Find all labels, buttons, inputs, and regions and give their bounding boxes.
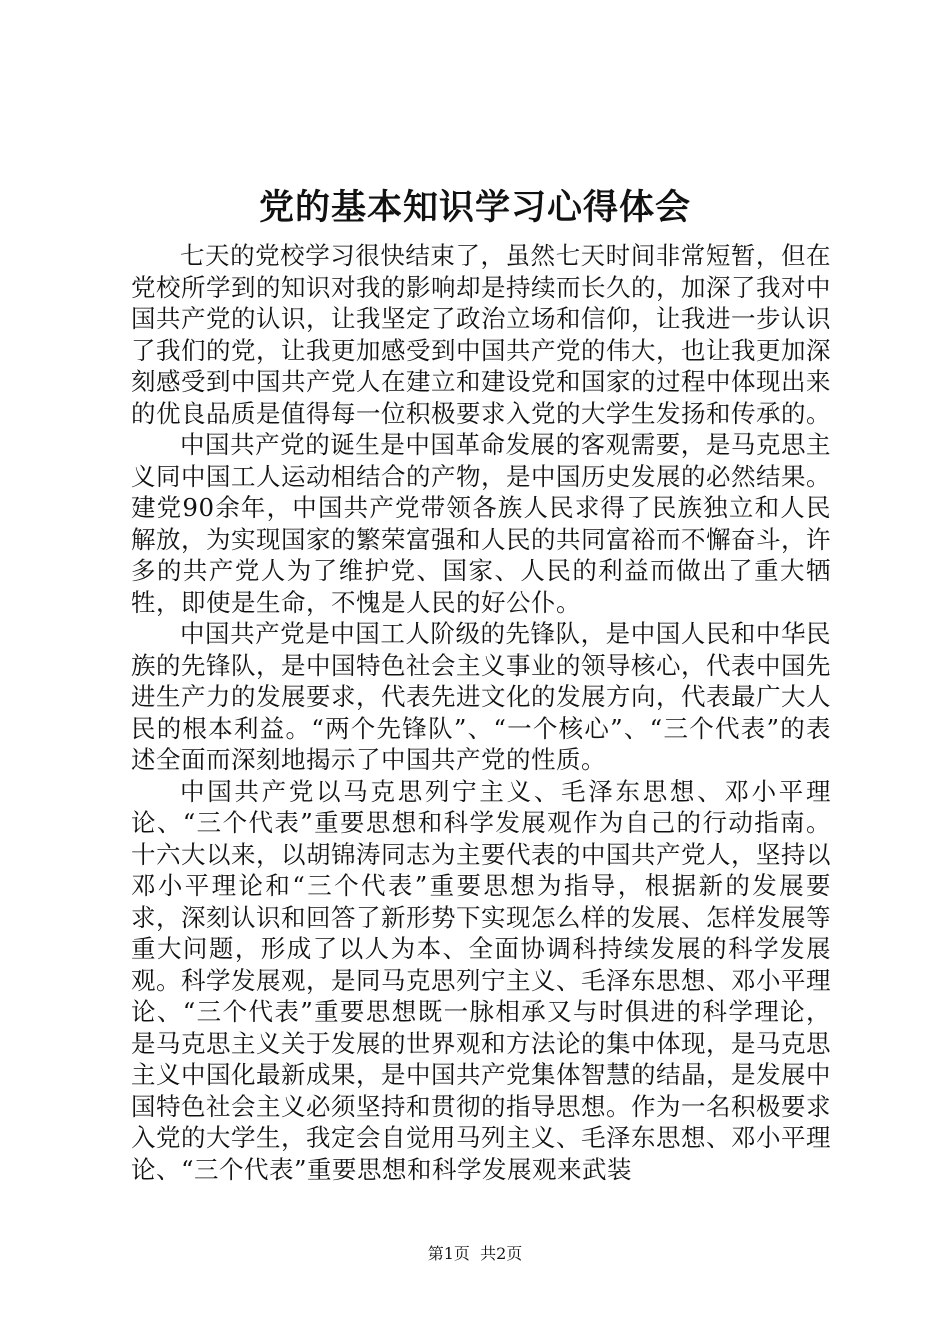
document-title: 党的基本知识学习心得体会 [258, 187, 691, 228]
paragraph-1: 七天的党校学习很快结束了，虽然七天时间非常短暂，但在党校所学到的知识对我的影响却是持续而长久的，加深了我对中国共产党的认识，让我坚定了政治立场和信仰，让我进一步认识了我们的党，让我更加感受到中国共产党的伟大，也让我更加深刻感受到中国共产党人在建立和建设党和国家的过程中体现出来的优良品质是值得每一位积极要求入党的大学生发扬和传承的。 [131, 241, 831, 428]
paragraph-2: 中国共产党的诞生是中国革命发展的客观需要，是马克思主义同中国工人运动相结合的产物，是中国历史发展的必然结果。建党90余年，中国共产党带领各族人民求得了民族独立和人民解放，为实现国家的繁荣富强和人民的共同富裕而不懈奋斗，许多的共产党人为了维护党、国家、人民的利益而做出了重大牺牲，即使是生命，不愧是人民的好公仆。 [131, 430, 831, 617]
paragraph-4: 中国共产党以马克思列宁主义、毛泽东思想、邓小平理论、“三个代表”重要思想和科学发展观作为自己的行动指南。十六大以来，以胡锦涛同志为主要代表的中国共产党人，坚持以邓小平理论和“三个代表”重要思想为指导，根据新的发展要求，深刻认识和回答了新形势下实现怎么样的发展、怎样发展等重大问题，形成了以人为本、全面协调科持续发展的科学发展观。科学发展观，是同马克思列宁主义、毛泽东思想、邓小平理论、“三个代表”重要思想既一脉相承又与时俱进的科学理论，是马克思主义关于发展的世界观和方法论的集中体现，是马克思主义中国化最新成果，是中国共产党集体智慧的结晶，是发展中国特色社会主义必须坚持和贯彻的指导思想。作为一名积极要求入党的大学生，我定会自觉用马列主义、毛泽东思想、邓小平理论、“三个代表”重要思想和科学发展观来武装 [131, 776, 831, 1184]
page-footer: 第1页 共2页 [427, 1244, 523, 1263]
document-body [131, 240, 831, 1185]
paragraph-3: 中国共产党是中国工人阶级的先锋队，是中国人民和中华民族的先锋队，是中国特色社会主义事业的领导核心，代表中国先进生产力的发展要求，代表先进文化的发展方向，代表最广大人民的根本利益。“两个先锋队”、“一个核心”、“三个代表”的表述全面而深刻地揭示了中国共产党的性质。 [131, 619, 831, 774]
